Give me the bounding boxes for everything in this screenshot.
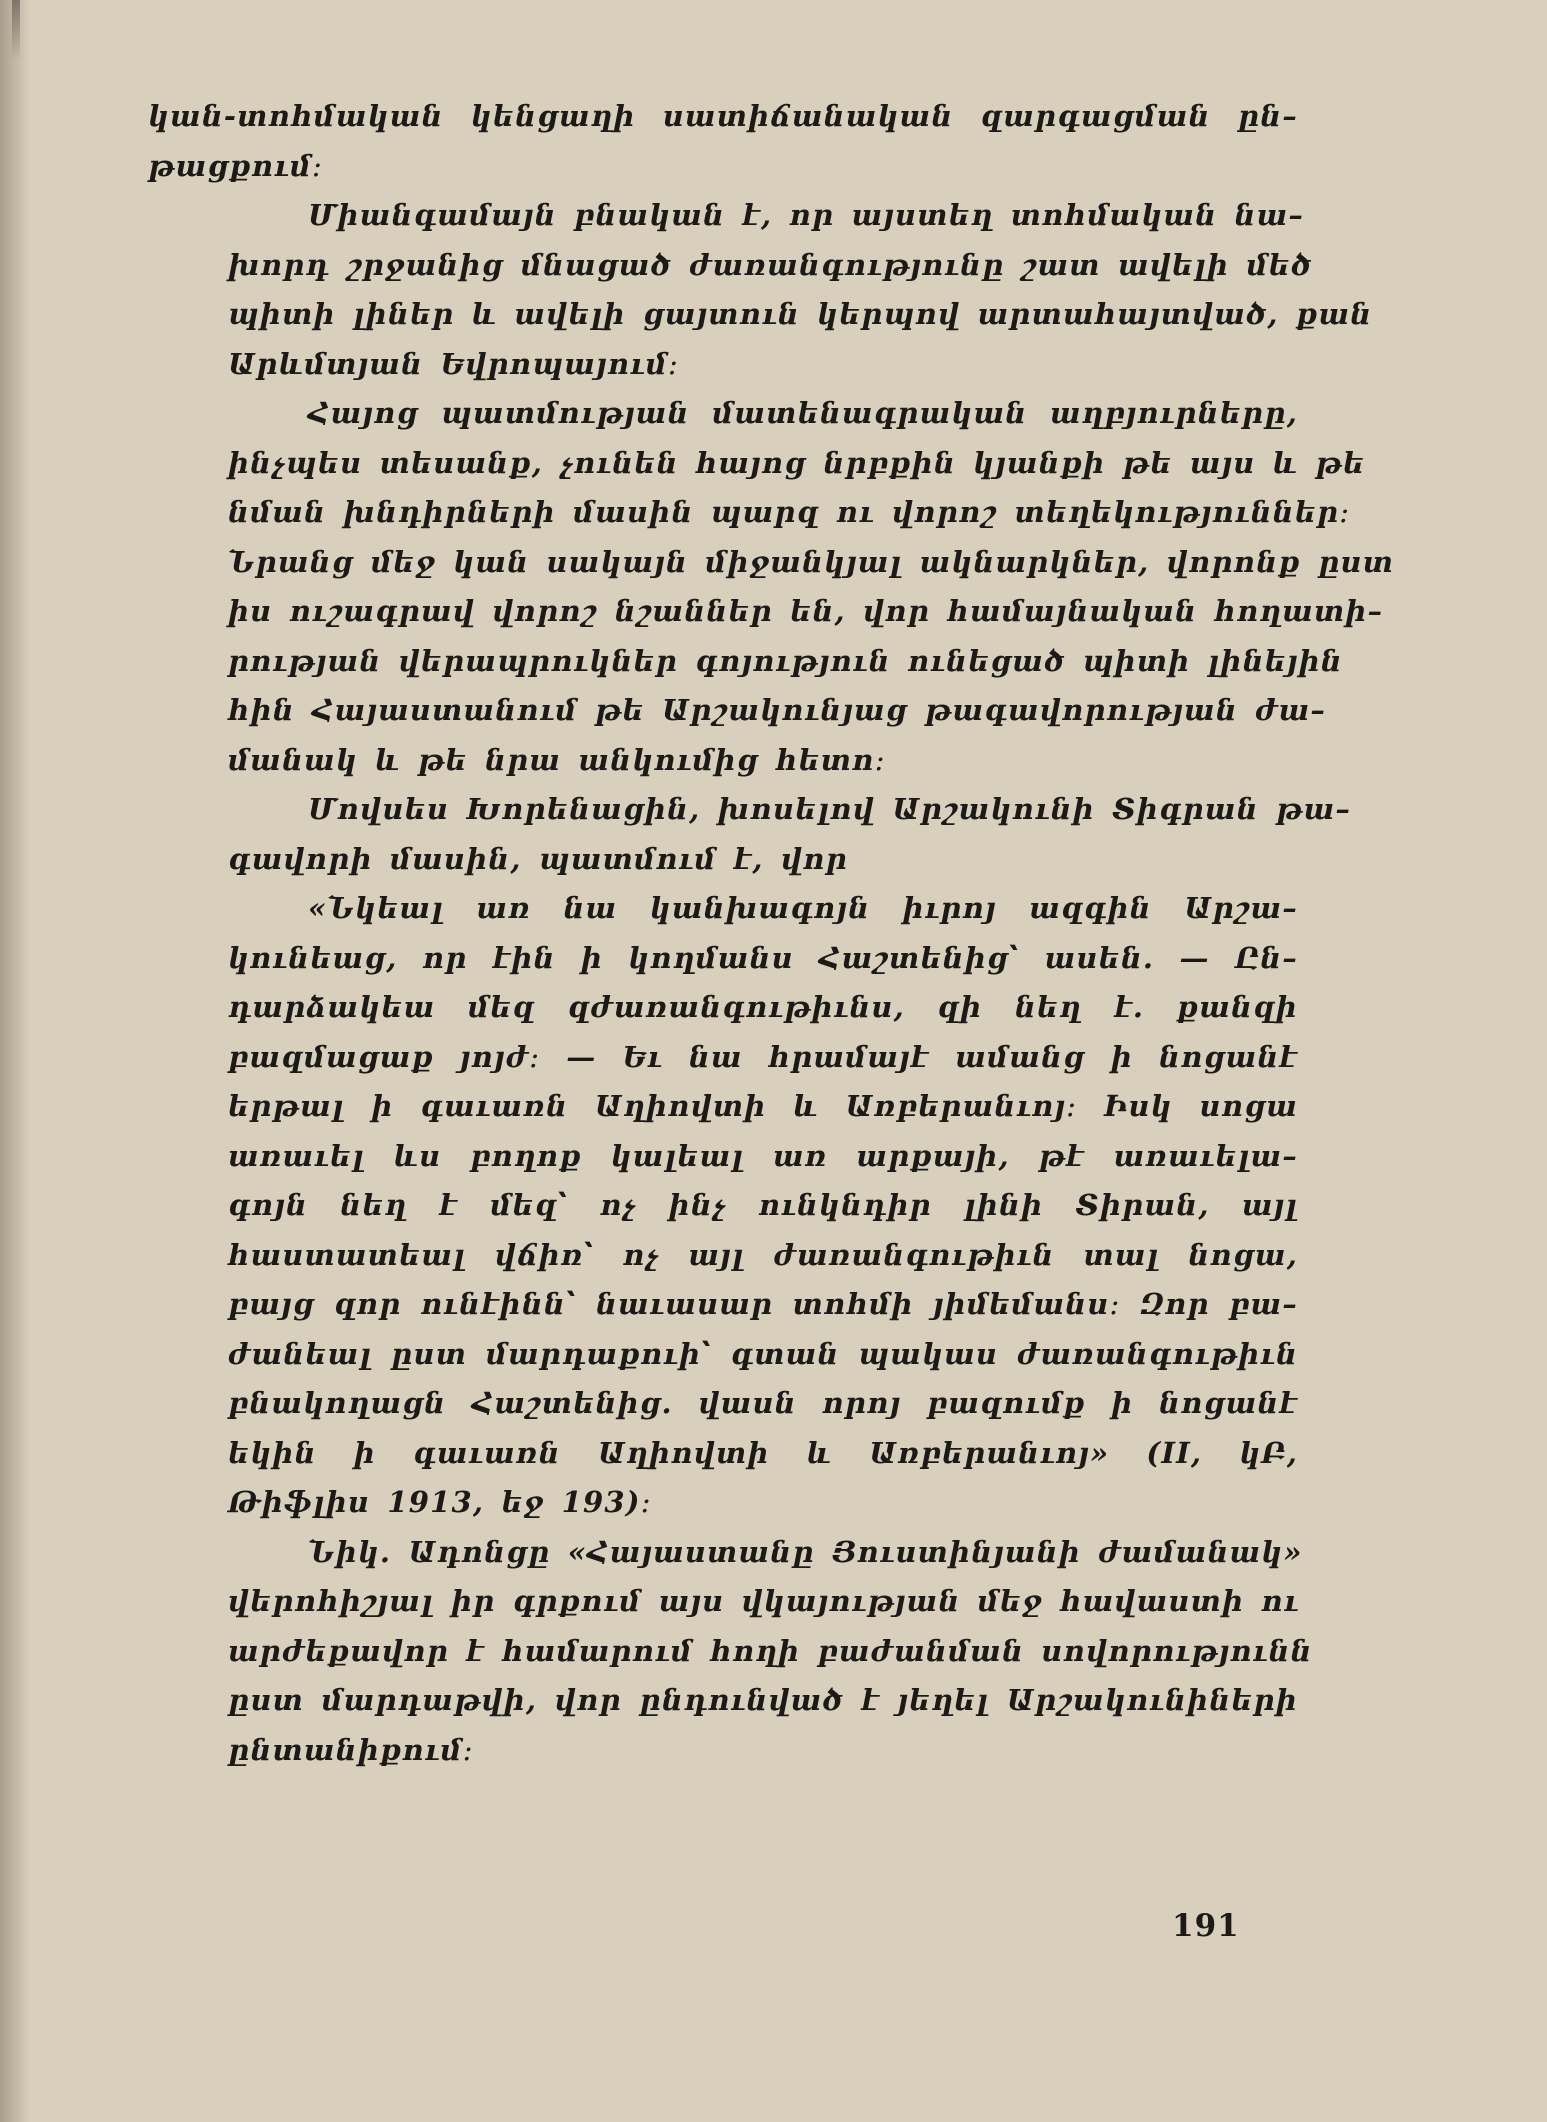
text-line: իս ուշագրավ վորոշ նշաններ են, վոր համայնական հողատի– [228, 594, 1384, 628]
paragraph-1 [148, 92, 1298, 191]
page-gutter-shadow [0, 0, 30, 2122]
text-line: պիտի լիներ և ավելի ցայտուն կերպով արտահայտված, քան [228, 297, 1373, 331]
page-number: 191 [1172, 1908, 1240, 1944]
block-quote [148, 884, 1298, 1528]
text-line: խորդ շրջանից մնացած ժառանգությունը շատ ավելի մեծ [228, 247, 1313, 282]
quote-line: երթալ ի գաւառն Աղիովտի և Առբերանւոյ։ Իսկ սոցա [228, 1089, 1298, 1123]
body-text [148, 92, 1395, 1775]
quote-line: գոյն նեղ է մեզ՝ ոչ ինչ ունկնդիր լինի Տիրան, այլ [228, 1188, 1298, 1222]
binding-mark [12, 0, 20, 60]
text-line: Նրանց մեջ կան սակայն միջանկյալ ակնարկներ, վորոնք ըստ [228, 544, 1395, 579]
text-line: ինչպես տեսանք, չունեն հայոց նրբքին կյանքի թե այս և թե [228, 445, 1366, 480]
text-line: Արևմտյան Եվրոպայում։ [228, 346, 680, 381]
text-line: րության վերապրուկներ գոյություն ունեցած պիտի լինեյին [228, 643, 1343, 678]
text-line: Մովսես Խորենացին, խոսելով Արշակունի Տիգրան թա– [308, 792, 1352, 826]
quote-line: եկին ի գաւառն Աղիովտի և Առբերանւոյ» (II, կԲ, [228, 1435, 1298, 1470]
text-line: արժեքավոր է համարում հողի բաժանման սովորությունն [228, 1633, 1313, 1668]
text-line: վերոհիշյալ իր գրքում այս վկայության մեջ հավաստի ու [228, 1584, 1300, 1618]
quote-line: բայց զոր ունէինն՝ նաւասար տոհմի յիմեմանս։ Զոր բա– [228, 1287, 1298, 1321]
text-line: Միանգամայն բնական է, որ այստեղ տոհմական նա– [308, 198, 1305, 232]
text-line: հին Հայաստանում թե Արշակունյաց թագավորության ժա– [228, 693, 1327, 727]
quote-line: բնակողացն Հաշտենից. վասն որոյ բազումք ի նոցանէ [228, 1386, 1298, 1420]
text-line: մանակ և թե նրա անկումից հետո։ [228, 742, 886, 777]
quote-line: բազմացաք յոյժ։ — Եւ նա հրամայէ ամանց ի նոցանէ [228, 1039, 1298, 1074]
text-line: գավորի մասին, պատմում է, վոր [228, 841, 848, 876]
paragraph-2 [148, 191, 1373, 389]
text-line: ըստ մարդաթվի, վոր ընդունված է յեղել Արշակունիների [228, 1683, 1298, 1717]
quote-line: Թիֆլիս 1913, եջ 193)։ [228, 1485, 652, 1519]
text-line: Նիկ. Ադոնցը «Հայաստանը Յուստինյանի ժամանակ» [308, 1534, 1303, 1569]
text-line: Հայոց պատմության մատենագրական աղբյուրները, [308, 396, 1298, 430]
text-line: ընտանիքում։ [228, 1732, 474, 1767]
quote-line: առաւել ևս բողոք կալեալ առ արքայի, թէ առաւելա– [228, 1138, 1298, 1173]
quote-line: «Նկեալ առ նա կանխագոյն իւրոյ ազգին Արշա– [308, 891, 1298, 925]
quote-line: դարձակեա մեզ զժառանգութիւնս, զի նեղ է. քանզի [228, 990, 1298, 1024]
paragraph-4 [148, 785, 1352, 884]
text-line: կան-տոհմական կենցաղի սատիճանական զարգացման ըն– [148, 99, 1298, 133]
quote-line: կունեաց, որ էին ի կողմանս Հաշտենից՝ ասեն. — Ըն– [228, 940, 1298, 975]
paragraph-5 [148, 1528, 1313, 1776]
quote-line: հաստատեալ վճիռ՝ ոչ այլ ժառանգութիւն տալ նոցա, [228, 1237, 1298, 1272]
text-line: թացքում։ [148, 148, 324, 183]
paragraph-3 [148, 389, 1395, 785]
quote-line: ժանեալ ըստ մարդաքուի՝ գտան պակաս ժառանգութիւն [228, 1336, 1298, 1371]
text-line: նման խնդիրների մասին պարզ ու վորոշ տեղեկություններ։ [228, 495, 1351, 529]
